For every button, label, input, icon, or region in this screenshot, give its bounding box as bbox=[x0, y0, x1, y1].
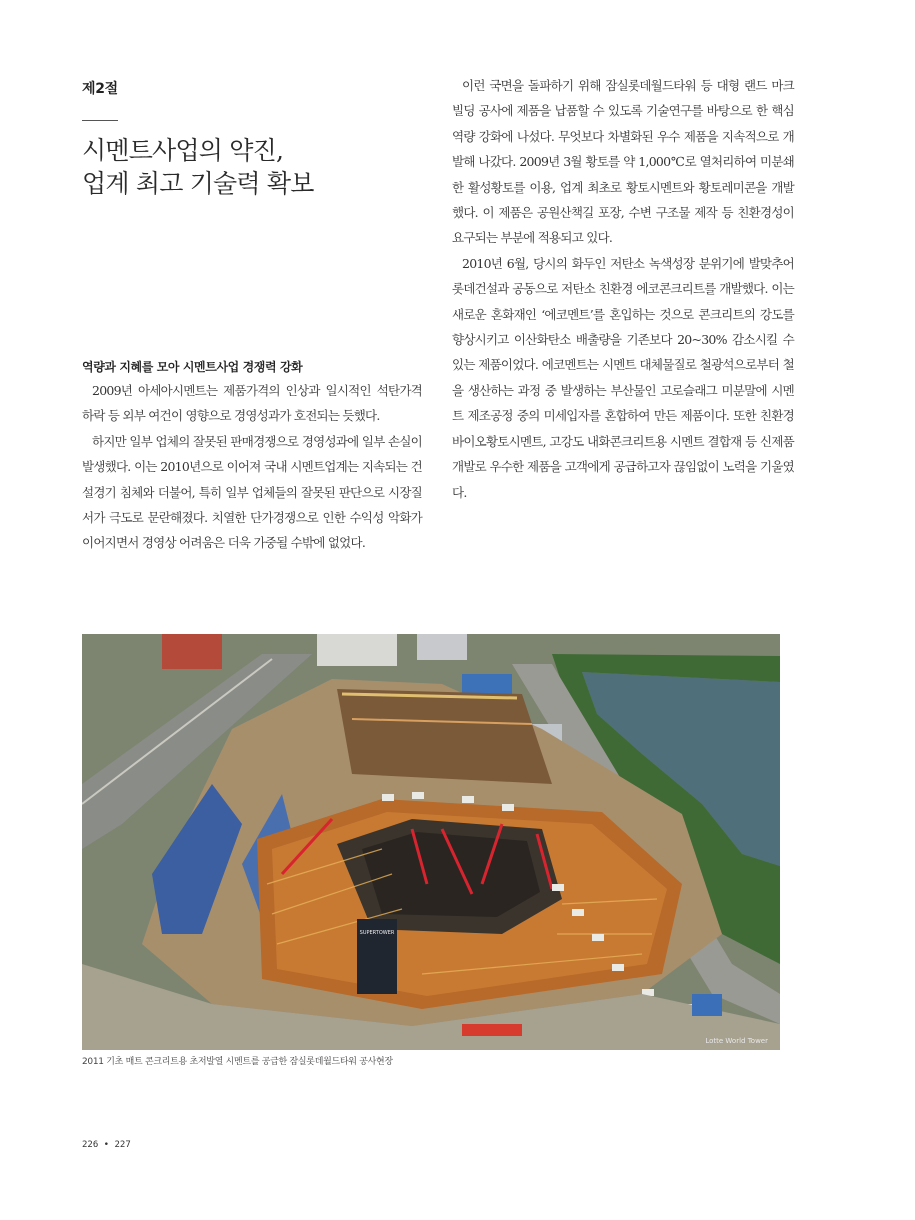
construction-site-photo bbox=[82, 634, 780, 1050]
title-line-1: 시멘트사업의 약진, bbox=[82, 136, 284, 165]
photo-credit: Lotte World Tower bbox=[705, 1037, 768, 1045]
left-column bbox=[82, 378, 422, 556]
right-column bbox=[452, 73, 794, 505]
paragraph: 2010년 6월, 당시의 화두인 저탄소 녹색성장 분위기에 발맞추어 롯데건설과 공동으로 저탄소 친환경 에코콘크리트를 개발했다. 이는 새로운 혼화재인 ‘에코멘트’를 혼입하는 것으로 콘크리트의 강도를 향상시키고 이산화탄소 배출량을 기존보다 20~30% 감소시킬 수 있는 제품이었다. 에코멘트는 시멘트 대체물질로 철광석으로부터 철을 생산하는 과정 중 발생하는 부산물인 고로슬래그 미분말에 시멘트 제조공정 중의 미세입자를 혼합하여 만든 제품이다. 또한 친환경 바이오황토시멘트, 고강도 내화콘크리트용 시멘트 결합재 등 신제품 개발로 우수한 제품을 고객에게 공급하고자 끊임없이 노력을 기울였다. bbox=[452, 255, 794, 500]
paragraph: 하지만 일부 업체의 잘못된 판매경쟁으로 경영성과에 일부 손실이 발생했다. 이는 2010년으로 이어져 국내 시멘트업계는 지속되는 건설경기 침체와 더불어, 특히 일부 업체들의 잘못된 판단으로 시장질서가 극도로 문란해졌다. 치열한 단가경쟁으로 인한 수익성 악화가 이어지면서 경영상 어려움은 더욱 가중될 수밖에 없었다. bbox=[82, 433, 422, 551]
paragraph: 이런 국면을 돌파하기 위해 잠실롯데월드타워 등 대형 랜드 마크 빌딩 공사에 제품을 납품할 수 있도록 기술연구를 바탕으로 한 핵심역량 강화에 나섰다. 무엇보다 차별화된 우수 제품을 지속적으로 개발해 나갔다. 2009년 3월 황토를 약 1,000℃로 열처리하여 미분쇄한 활성황토를 이용, 업계 최초로 황토시멘트와 황토레미콘을 개발했다. 이 제품은 공원산책길 포장, 수변 구조물 제작 등 친환경성이 요구되는 부분에 적용되고 있다. bbox=[452, 78, 794, 246]
photo-caption: 2011 기초 매트 콘크리트용 초저발열 시멘트를 공급한 잠실롯데월드타워 공사현장 bbox=[82, 1057, 393, 1067]
section-rule bbox=[82, 120, 118, 121]
paragraph: 2009년 아세아시멘트는 제품가격의 인상과 일시적인 석탄가격 하락 등 외부 여건이 영향으로 경영성과가 호전되는 듯했다. bbox=[82, 383, 422, 424]
page-numbers: 226 • 227 bbox=[82, 1140, 131, 1150]
section-label: 제2절 bbox=[82, 81, 118, 97]
photo-banner-text: SUPERTOWER bbox=[359, 930, 395, 936]
subheading: 역량과 지혜를 모아 시멘트사업 경쟁력 강화 bbox=[82, 360, 303, 374]
page-title bbox=[82, 134, 422, 200]
title-line-2: 업계 최고 기술력 확보 bbox=[82, 169, 314, 198]
